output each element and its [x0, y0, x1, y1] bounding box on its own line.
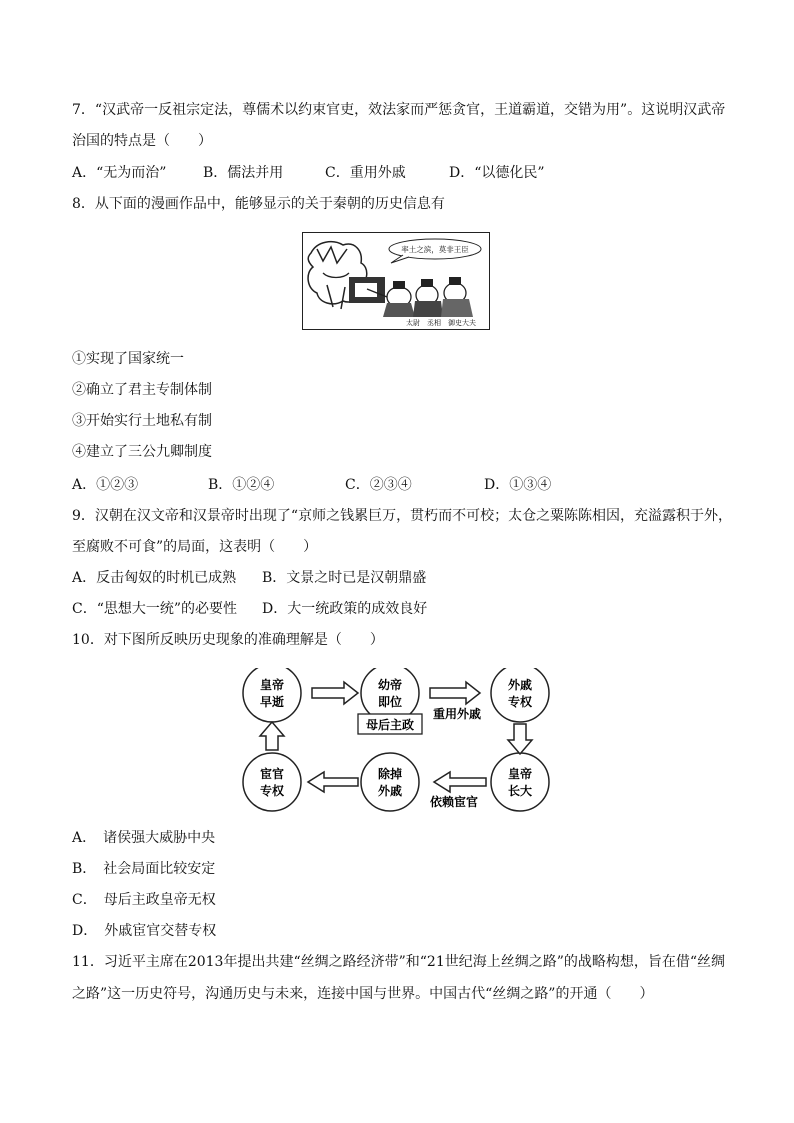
node-6-line2: 专权 [259, 784, 285, 798]
q7-option-a: A．“无为而治” [72, 165, 167, 181]
q7-option-c: C．重用外戚 [325, 165, 406, 181]
q7-stem-line1: 7．“汉武帝一反祖宗定法，尊儒术以约束官吏，效法家而严惩贪官，王道霸道，交错为用”。这说明汉武帝 [72, 102, 726, 118]
arrow-down [508, 724, 532, 754]
q9-option-d: D．大一统政策的成效良好 [262, 601, 428, 617]
q9-option-c: C．“思想大一统”的必要性 [72, 601, 238, 617]
q8-item-4: ④建立了三公九卿制度 [72, 444, 212, 460]
node-eunuch-power [243, 753, 301, 811]
q8-item-3: ③开始实行土地私有制 [72, 413, 212, 429]
q9-stem-line2: 至腐败不可食”的局面，这表明（ ） [72, 539, 318, 555]
arrow-right-2 [430, 682, 480, 704]
q7-stem-line2: 治国的特点是（ ） [72, 133, 212, 149]
q8-option-a: A．①②③ [72, 477, 139, 493]
label-reuse-consort-clan: 重用外戚 [432, 707, 482, 721]
node-emperor-grows-up [491, 753, 549, 811]
arrow-left-1 [434, 772, 486, 792]
empress-regent-label: 母后主政 [365, 718, 415, 732]
node-3-line1: 外戚 [507, 678, 533, 692]
node-remove-consort-clan [361, 753, 419, 811]
node-consort-clan-power [491, 668, 549, 722]
q10-option-d: D． 外戚宦官交替专权 [72, 923, 217, 939]
arrow-right-1 [312, 682, 358, 704]
q9-option-b: B．文景之时已是汉朝鼎盛 [262, 570, 427, 586]
node-5-line2: 外戚 [377, 784, 403, 798]
node-1-line2: 早逝 [259, 695, 285, 709]
history-cycle-diagram [240, 668, 560, 814]
q8-option-b: B．①②④ [208, 477, 275, 493]
node-2-line1: 幼帝 [377, 678, 403, 692]
cartoon-caption-text: 太尉 丞相 御史大夫 [406, 319, 476, 327]
node-4-line1: 皇帝 [507, 767, 533, 781]
node-2-line2: 即位 [377, 695, 403, 709]
cartoon-speech-text: 率土之滨，莫非王臣 [401, 245, 469, 254]
q11-stem-line2: 之路”这一历史符号，沟通历史与未来，连接中国与世界。中国古代“丝绸之路”的开通（ ） [72, 986, 654, 1002]
q7-option-b: B．儒法并用 [203, 165, 284, 181]
label-rely-on-eunuchs: 依赖宦官 [429, 795, 479, 809]
node-6-line1: 宦官 [259, 767, 285, 781]
node-5-line1: 除掉 [377, 767, 403, 781]
q10-stem: 10．对下图所反映历史现象的准确理解是（ ） [72, 632, 384, 648]
arrow-up [260, 722, 284, 750]
q8-stem: 8．从下面的漫画作品中，能够显示的关于秦朝的历史信息有 [72, 196, 445, 212]
q7-option-d: D．“以德化民” [449, 165, 545, 181]
cartoon-drawing [303, 233, 488, 328]
q8-item-2: ②确立了君主专制体制 [72, 382, 212, 398]
q11-stem-line1: 11．习近平主席在2013年提出共建“丝绸之路经济带”和“21世纪海上丝绸之路”的战略构想，旨在借“丝绸 [72, 954, 726, 970]
node-1-line1: 皇帝 [259, 678, 285, 692]
node-3-line2: 专权 [507, 695, 533, 709]
q9-option-a: A．反击匈奴的时机已成熟 [72, 570, 237, 586]
q9-stem-line1: 9．汉朝在汉文帝和汉景帝时出现了“京师之钱累巨万，贯朽而不可校；太仓之粟陈陈相因，充溢露积于外， [72, 508, 733, 524]
q10-option-c: C． 母后主政皇帝无权 [72, 892, 216, 908]
q8-item-1: ①实现了国家统一 [72, 351, 184, 367]
arrow-left-2 [308, 772, 358, 792]
q8-option-d: D．①③④ [484, 477, 552, 493]
q10-option-a: A． 诸侯强大威胁中央 [72, 830, 216, 846]
q10-option-b: B． 社会局面比较安定 [72, 861, 216, 877]
qin-cartoon-image [302, 232, 490, 330]
node-4-line2: 长大 [507, 784, 533, 798]
q8-option-c: C．②③④ [345, 477, 412, 493]
node-emperor-dies-young [243, 668, 301, 722]
